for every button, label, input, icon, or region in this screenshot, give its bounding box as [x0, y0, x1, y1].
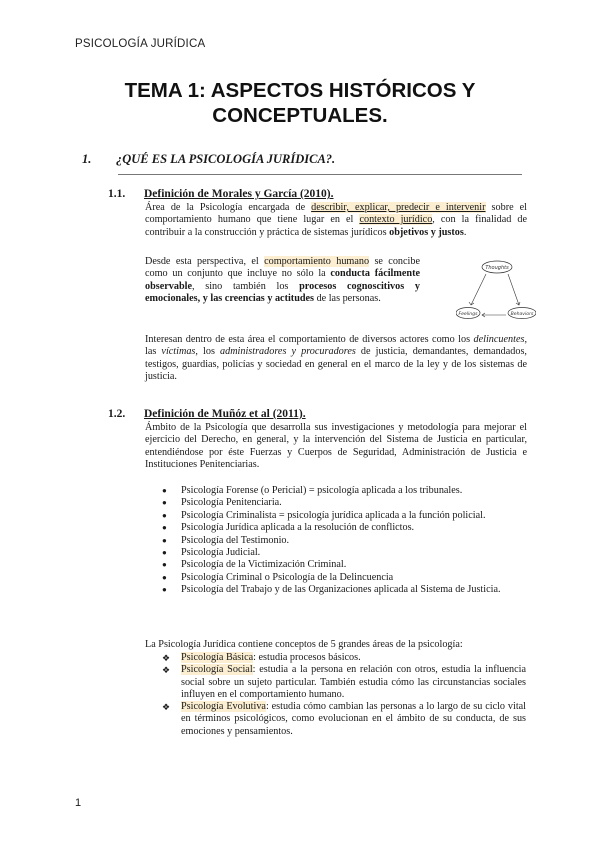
areas-intro: La Psicología Jurídica contiene conceptos de 5 grandes áreas de la psicología:	[145, 639, 463, 650]
list-item: ● Psicología Judicial.	[160, 547, 525, 559]
arrow-icon	[508, 274, 519, 305]
title-line-2: CONCEPTUALES.	[212, 104, 388, 127]
subsection-number: 1.1.	[108, 188, 126, 200]
subsection-1-1-heading	[108, 188, 334, 200]
page-header: PSICOLOGÍA JURÍDICA	[75, 38, 206, 50]
highlight-behavior: comportamiento humano	[264, 256, 370, 267]
list-item: ❖ Psicología Evolutiva: estudia cómo cambian las personas a lo largo de su ciclo vital en términos psicológicos, como evolucionan en el ámbito de su conducta, de sus emociones y pensamientos.	[160, 701, 526, 738]
list-item: ● Psicología Criminal o Psicología de la Delincuencia	[160, 572, 525, 584]
area-name: Psicología Evolutiva	[181, 701, 266, 713]
list-item: ❖ Psicología Básica: estudia procesos básicos.	[160, 652, 526, 664]
diagram-label: Thoughts	[485, 265, 509, 271]
area-name: Psicología Básica	[181, 652, 254, 663]
diagram-label: Behaviors	[510, 312, 534, 317]
actors-paragraph: Interesan dentro de esta área el comportamiento de diversos actores como los delincuentes, las víctimas, los administradores y procuradores de justicia, demandantes, demandados, testigos, guardias, policías y sociedad en general en el marco de la ley y de los sistemas de justicia.	[145, 334, 527, 382]
section-1-heading	[82, 152, 335, 167]
highlight-verbs: describir, explicar, predecir e intervenir	[311, 202, 486, 213]
scope-paragraph: Ámbito de la Psicología que desarrolla sus investigaciones y metodología para mejorar el ejercicio del Derecho, en general, y la intervención del Sistema de Justicia en particular, entendiéndose por éste Fuerzas y Cuerpos de Seguridad, Administración de Justicia e Instituciones Penitenciarias.	[145, 422, 527, 470]
list-item: ❖ Psicología Social: estudia a la persona en relación con otros, estudia la influencia social sobre un sujeto particular. También estudia cómo las circunstancias sociales influyen en el comportamiento humano.	[160, 664, 526, 701]
section-number: 1.	[82, 152, 92, 166]
list-item: ● Psicología de la Victimización Criminal.	[160, 559, 525, 571]
subsection-title: Definición de Morales y García (2010).	[144, 188, 334, 200]
page-number: 1	[75, 797, 82, 809]
page-title	[60, 78, 540, 128]
title-line-1: TEMA 1: ASPECTOS HISTÓRICOS Y	[124, 79, 476, 102]
areas-list	[160, 652, 526, 738]
list-item: ● Psicología del Trabajo y de las Organizaciones aplicada al Sistema de Justicia.	[160, 584, 525, 596]
subsection-1-2-heading	[108, 408, 306, 420]
list-item: ● Psicología Penitenciaria.	[160, 497, 525, 509]
perspective-paragraph: Desde esta perspectiva, el comportamiento humano se concibe como un conjunto que incluye no sólo la conducta fácilmente observable, sino también los procesos cognoscitivos y emocionales, y las creencias y actitudes de las personas.	[145, 256, 420, 304]
list-item: ● Psicología del Testimonio.	[160, 535, 525, 547]
highlight-context: contexto jurídico	[359, 214, 433, 226]
section-title: ¿QUÉ ES LA PSICOLOGÍA JURÍDICA?.	[116, 152, 336, 166]
subsection-title: Definición de Muñóz et al (2011).	[144, 408, 306, 420]
section-divider	[118, 174, 522, 175]
subsection-number: 1.2.	[108, 408, 126, 420]
list-item: ● Psicología Criminalista = psicología jurídica aplicada a la función policial.	[160, 510, 525, 522]
list-item: ● Psicología Forense (o Pericial) = psicología aplicada a los tribunales.	[160, 485, 525, 497]
fields-list	[160, 485, 525, 597]
area-name: Psicología Social	[181, 664, 253, 676]
arrow-icon	[471, 274, 486, 305]
definition-paragraph: Área de la Psicología encargada de describir, explicar, predecir e intervenir sobre el comportamiento humano que tiene lugar en el contexto jurídico, con la finalidad de contribuir a la construcción y práctica de sistemas jurídicos objetivos y justos.	[145, 202, 528, 238]
list-item: ● Psicología Jurídica aplicada a la resolución de conflictos.	[160, 522, 525, 534]
thoughts-feelings-behaviors-diagram	[456, 257, 536, 325]
diagram-label: Feelings	[458, 312, 478, 317]
